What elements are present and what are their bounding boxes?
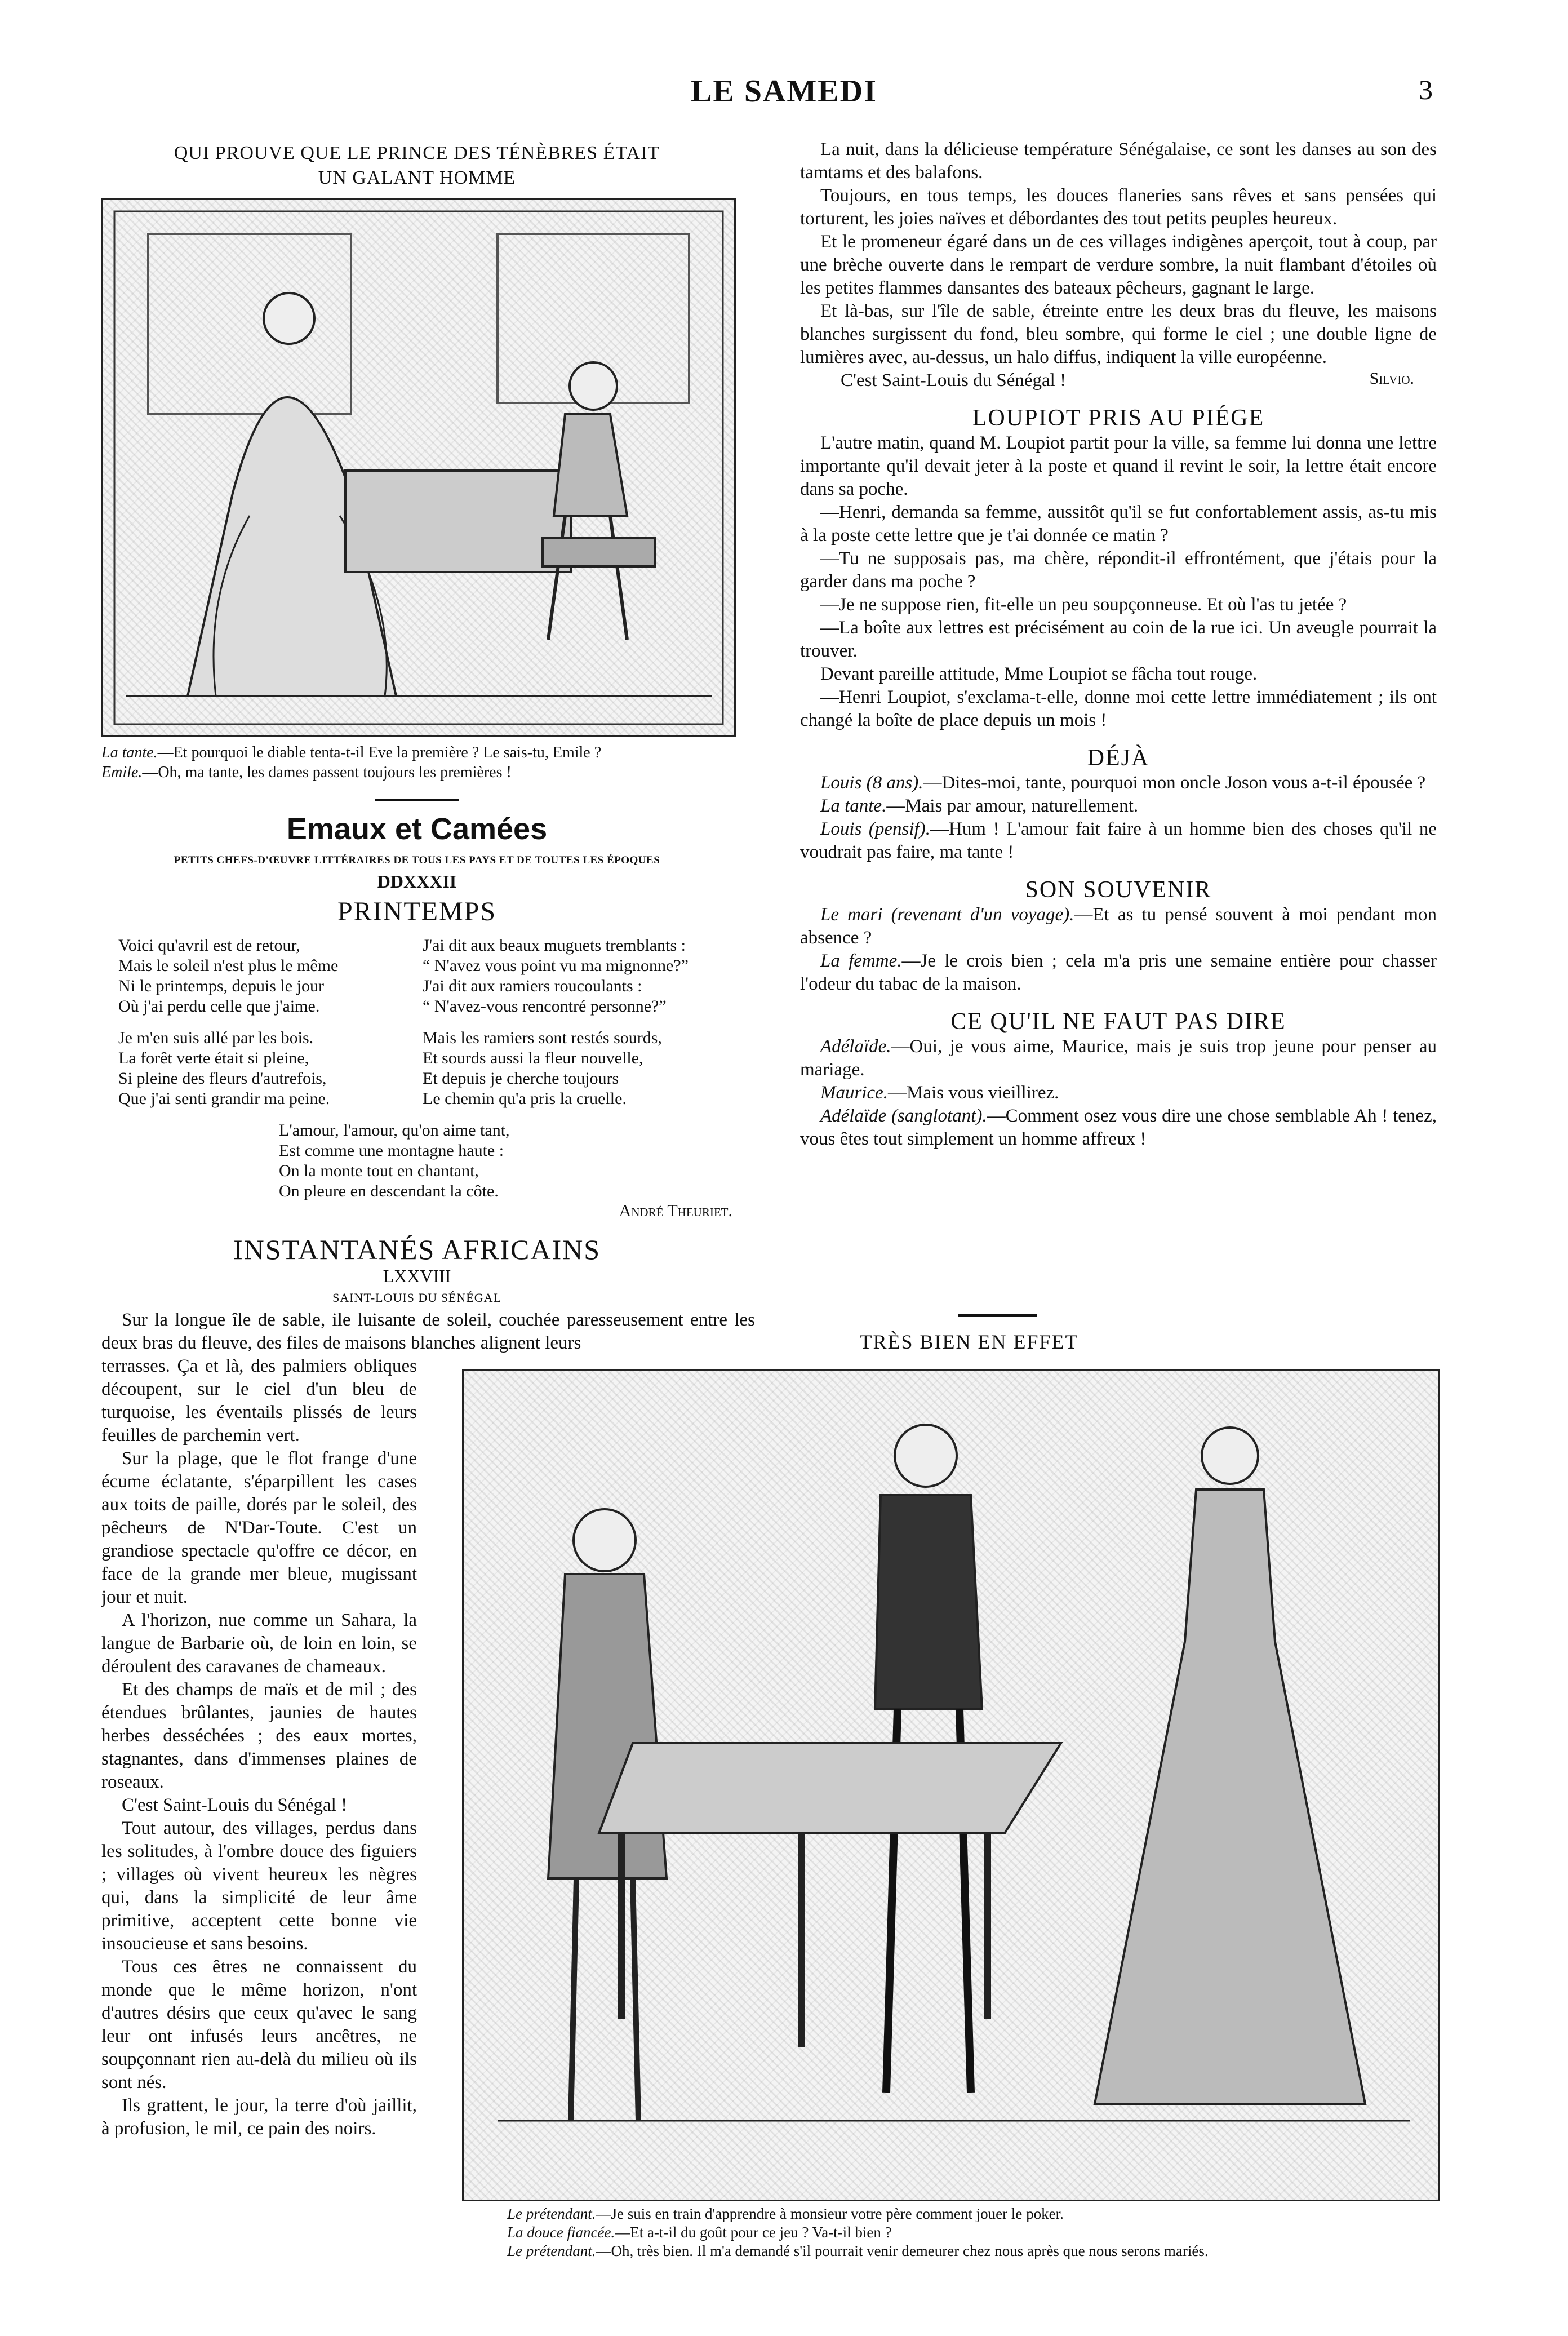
- nfp-text-1: —Oui, je vous aime, Maurice, mais je suis trop jeune pour penser au mariage.: [800, 1036, 1437, 1080]
- poem-line: On pleure en descendant la côte.: [279, 1182, 499, 1200]
- loupiot-para-5: —La boîte aux lettres est précisément au coin de la rue ici. Un aveugle pourrait la trouver.: [800, 618, 1437, 661]
- newspaper-title: LE SAMEDI: [691, 74, 877, 109]
- poem-line: “ N'avez-vous rencontré personne?”: [423, 997, 667, 1016]
- poem-line: Ni le printemps, depuis le jour: [118, 977, 324, 995]
- instantanes-para-4: Et des champs de maïs et de mil ; des étendues brûlantes, jaunies de hautes herbes desséchées ; des eaux mortes, stagnantes, dans d'immenses plaines de roseaux.: [101, 1679, 417, 1792]
- poem-right-column: [423, 936, 738, 1120]
- caption1-speaker: La tante.: [101, 744, 158, 761]
- souvenir-title: SON SOUVENIR: [1025, 877, 1212, 903]
- poem-line: Si pleine des fleurs d'autrefois,: [118, 1069, 327, 1088]
- caption2-text: —Oh, ma tante, les dames passent toujours les premières !: [142, 764, 512, 781]
- poem-line: La forêt verte était si pleine,: [118, 1049, 309, 1067]
- stanza1-right: [423, 936, 738, 1017]
- page-number: 3: [1419, 74, 1433, 105]
- poem-line: L'amour, l'amour, qu'on aime tant,: [279, 1121, 510, 1140]
- nfp-text-2: —Mais vous vieillirez.: [888, 1083, 1059, 1103]
- poker-speaker-3: Le prétendant.: [507, 2242, 596, 2259]
- souvenir-speaker-1: Le mari (revenant d'un voyage).: [820, 905, 1074, 925]
- instantanes-para-7: Tous ces êtres ne connaissent du monde que le même horizon, n'ont d'autres désirs que ceux qu'avec le sang leur ont infusés leurs ancêtres, ne soupçonnant rien au-delà du milieu où ils sont nés.: [101, 1957, 417, 2093]
- page-header: [0, 73, 1568, 113]
- senegal-para-3: Et le promeneur égaré dans un de ces villages indigènes aperçoit, tout à coup, par une brèche ouverte dans le rempart de verdure sombre, la nuit flambant d'étoiles où les petites flammes dansantes des bateaux pêcheurs, gagnant le large.: [800, 232, 1437, 298]
- deja-line-3: [800, 818, 1437, 864]
- instantanes-para-8: Ils grattent, le jour, la terre d'où jaillit, à profusion, le mil, ce pain des noirs.: [101, 2095, 417, 2139]
- souvenir-line-2: [800, 950, 1437, 996]
- deja-speaker-2: La tante.: [820, 796, 887, 816]
- poker-speaker-2: La douce fiancée.: [507, 2224, 615, 2241]
- souvenir-text-2: —Je le crois bien ; cela m'a pris une semaine entière pour chasser l'odeur du tabac de la maison.: [800, 951, 1437, 994]
- loupiot-para-6: Devant pareille attitude, Mme Loupiot se fâcha tout rouge.: [820, 664, 1258, 684]
- illustration1-caption: [101, 743, 732, 782]
- senegal-para-2: Toujours, en tous temps, les douces flaneries sans rêves et sans pensées qui torturent, les joies naïves et débordantes des tout petits peuples heureux.: [800, 185, 1437, 229]
- loupiot-para-7: —Henri Loupiot, s'exclama-t-elle, donne moi cette lettre immédiatement ; ils ont changé la boîte de place depuis un mois !: [800, 687, 1437, 730]
- poem-title: PRINTEMPS: [337, 897, 497, 927]
- poem-line: Mais les ramiers sont restés sourds,: [423, 1029, 662, 1047]
- caption2-speaker: Emile.: [101, 764, 143, 781]
- emaux-title: Emaux et Camées: [286, 812, 548, 846]
- instantanes-narrow-column: [101, 1355, 417, 2140]
- illustration1-title-line2: UN GALANT HOMME: [318, 167, 516, 188]
- poem-line: Et depuis je cherche toujours: [423, 1069, 619, 1088]
- silvio-signature: Silvio.: [1369, 369, 1414, 388]
- poem-line: Le chemin qu'a pris la cruelle.: [423, 1089, 627, 1108]
- nfp-text-3: —Comment osez vous dire une chose semblable Ah ! tenez, vous êtes tout simplement un homme affreux !: [800, 1106, 1437, 1149]
- ne-faut-pas-line-2: [800, 1081, 1437, 1105]
- nfp-speaker-3: Adélaïde (sanglotant).: [820, 1106, 987, 1126]
- poem-line: On la monte tout en chantant,: [279, 1162, 479, 1180]
- loupiot-para-1: L'autre matin, quand M. Loupiot partit pour la ville, sa femme lui donna une lettre importante qu'il devait jeter à la poste et quand il revint le soir, la lettre était encore dans sa poche.: [800, 433, 1437, 499]
- ne-faut-pas-title: CE QU'IL NE FAUT PAS DIRE: [950, 1009, 1286, 1035]
- nfp-speaker-1: Adélaïde.: [820, 1036, 891, 1057]
- ne-faut-pas-line-1: [800, 1035, 1437, 1081]
- senegal-closing-line: [800, 369, 1437, 392]
- deja-text-3: —Hum ! L'amour fait faire à un homme bien des choses qu'il ne voudrait pas faire, ma tante !: [800, 819, 1437, 862]
- loupiot-para-3: —Tu ne supposais pas, ma chère, répondit-il effrontément, que j'étais pour la garder dans ma poche ?: [800, 548, 1437, 592]
- poem-line: “ N'avez vous point vu ma mignonne?”: [423, 956, 689, 975]
- souvenir-text-1: —Et as tu pensé souvent à moi pendant mon absence ?: [800, 905, 1437, 948]
- illustration-poker-scene: [462, 1369, 1440, 2201]
- souvenir-line-1: [800, 903, 1437, 950]
- instantanes-para-1-full: Sur la longue île de sable, ile luisante de soleil, couchée paresseusement entre les deux bras du fleuve, des files de maisons blanches alignent leurs: [101, 1310, 755, 1353]
- instantanes-para-6: Tout autour, des villages, perdus dans les solitudes, à l'ombre douce des figuiers ; villages où vivent heureux les nègres qui, dans la simplicité de leur âme primitive, acceptent cette bonne vie insoucieuse et sans besoins.: [101, 1818, 417, 1954]
- nfp-speaker-2: Maurice.: [820, 1083, 889, 1103]
- poker-caption: [507, 2205, 1437, 2260]
- right-column-text: [800, 138, 1437, 1151]
- emaux-subtitle: PETITS CHEFS-D'ŒUVRE LITTÉRAIRES DE TOUS LES PAYS ET DE TOUTES LES ÉPOQUES: [174, 854, 660, 866]
- instantanes-title: INSTANTANÉS AFRICAINS: [233, 1234, 601, 1265]
- instantanes-number: LXXVIII: [383, 1266, 451, 1286]
- senegal-para-1: La nuit, dans la délicieuse température Sénégalaise, ce sont les danses au son des tamtams et des balafons.: [800, 139, 1437, 183]
- poker-text-2: —Et a-t-il du goût pour ce jeu ? Va-t-il bien ?: [615, 2224, 892, 2241]
- poem-line: Voici qu'avril est de retour,: [118, 936, 300, 955]
- poem-line: J'ai dit aux beaux muguets tremblants :: [423, 936, 686, 955]
- deja-text-2: —Mais par amour, naturellement.: [886, 796, 1139, 816]
- loupiot-para-2: —Henri, demanda sa femme, aussitôt qu'il se fut confortablement assis, as-tu mis à la poste cette lettre que je t'ai donnée ce matin ?: [800, 502, 1437, 546]
- aunt-emile-sketch: [103, 200, 734, 735]
- ne-faut-pas-line-3: [800, 1105, 1437, 1151]
- deja-speaker-3: Louis (pensif).: [820, 819, 930, 839]
- loupiot-title: LOUPIOT PRIS AU PIÉGE: [972, 405, 1265, 431]
- stanza2-left: [118, 1028, 411, 1109]
- instantanes-subtitle: SAINT-LOUIS DU SÉNÉGAL: [332, 1291, 501, 1305]
- stanza3: [279, 1120, 628, 1202]
- separator-rule-1: [375, 799, 459, 801]
- poker-scene-sketch: [464, 1371, 1438, 2200]
- stanza1-left: [118, 936, 411, 1017]
- deja-speaker-1: Louis (8 ans).: [820, 773, 923, 793]
- illustration1-title: [101, 141, 732, 190]
- instantanes-para-5: C'est Saint-Louis du Sénégal !: [122, 1795, 348, 1815]
- poker-speaker-1: Le prétendant.: [507, 2205, 596, 2222]
- poem-line: J'ai dit aux ramiers roucoulants :: [423, 977, 642, 995]
- instantanes-para-3: A l'horizon, nue comme un Sahara, la langue de Barbarie où, de loin en loin, se déroulent des caravanes de chameaux.: [101, 1610, 417, 1677]
- caption1-text: —Et pourquoi le diable tenta-t-il Eve la première ? Le sais-tu, Emile ?: [157, 744, 602, 761]
- poem-line: Que j'ai senti grandir ma peine.: [118, 1089, 330, 1108]
- poem-line: Je m'en suis allé par les bois.: [118, 1029, 314, 1047]
- loupiot-para-4: —Je ne suppose rien, fit-elle un peu soupçonneuse. Et où l'as tu jetée ?: [820, 595, 1347, 615]
- illustration1-title-line1: QUI PROUVE QUE LE PRINCE DES TÉNÈBRES ÉTAIT: [174, 143, 660, 163]
- emaux-number: DDXXXII: [377, 871, 457, 892]
- deja-line-1: [800, 772, 1437, 795]
- stanza2-right: [423, 1028, 738, 1109]
- souvenir-speaker-2: La femme.: [820, 951, 902, 971]
- instantanes-para-1-rest: terrasses. Ça et là, des palmiers obliques découpent, sur le ciel d'un bleu de turquoise, les éventails plissés de leurs feuilles de parchemin vert.: [101, 1356, 417, 1446]
- separator-rule-2: [958, 1314, 1037, 1317]
- illustration-aunt-and-emile: [101, 198, 736, 737]
- senegal-para-5: C'est Saint-Louis du Sénégal !: [841, 370, 1067, 391]
- poem-line: Mais le soleil n'est plus le même: [118, 956, 339, 975]
- senegal-para-4: Et là-bas, sur l'île de sable, étreinte entre les deux bras du fleuve, les maisons blanches surgissent du fond, bleu sombre, qui forme le ciel ; une double ligne de lumières avec, au-dessus, un halo diffus, indiquent la ville européenne.: [800, 301, 1437, 367]
- deja-title: DÉJÀ: [1087, 745, 1150, 771]
- poem-line: Et sourds aussi la fleur nouvelle,: [423, 1049, 643, 1067]
- poem-author: André Theuriet.: [619, 1202, 732, 1220]
- tres-bien-title: TRÈS BIEN EN EFFET: [859, 1331, 1079, 1353]
- poker-text-1: —Je suis en train d'apprendre à monsieur votre père comment jouer le poker.: [596, 2205, 1064, 2222]
- poem-line: Est comme une montagne haute :: [279, 1141, 504, 1160]
- poker-text-3: —Oh, très bien. Il m'a demandé s'il pourrait venir demeurer chez nous après que nous serons mariés.: [596, 2242, 1209, 2259]
- poem-left-column: [118, 936, 411, 1120]
- deja-text-1: —Dites-moi, tante, pourquoi mon oncle Joson vous a-t-il épousée ?: [923, 773, 1426, 793]
- poem-line: Où j'ai perdu celle que j'aime.: [118, 997, 320, 1016]
- deja-line-2: [800, 795, 1437, 818]
- instantanes-para-2: Sur la plage, que le flot frange d'une écume éclatante, s'éparpillent les cases aux toits de paille, dorés par le soleil, des pêcheurs de N'Dar-Toute. C'est un grandiose spectacle qu'offre ce décor, en face de la grande mer bleue, mugissant jour et nuit.: [101, 1448, 417, 1607]
